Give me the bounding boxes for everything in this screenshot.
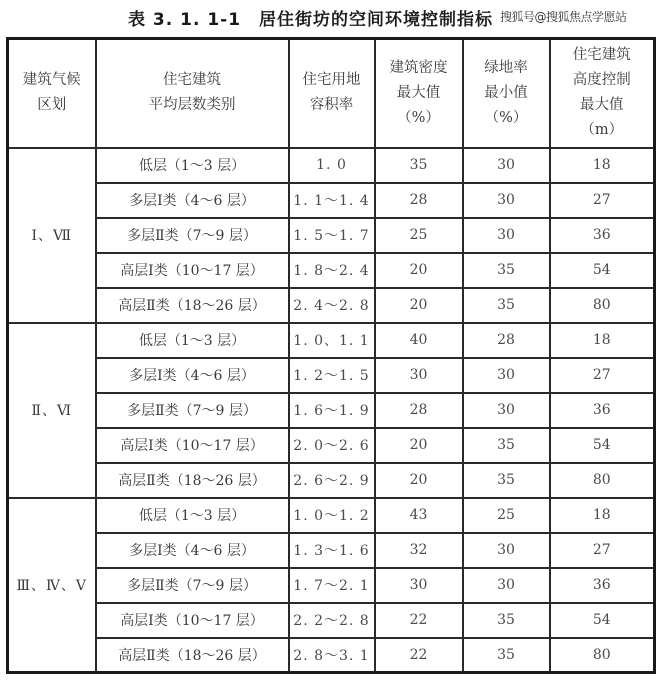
table-row (8, 533, 655, 568)
density-cell: 35 (375, 148, 463, 183)
height-cell: 27 (550, 533, 655, 568)
green-cell: 30 (463, 568, 550, 603)
header-floor-area-ratio: 住宅用地 容积率 (289, 39, 375, 148)
density-cell: 20 (375, 428, 463, 463)
height-cell: 54 (550, 428, 655, 463)
header-floor-category: 住宅建筑 平均层数类别 (96, 39, 289, 148)
far-cell: 1. 7～2. 1 (289, 568, 375, 603)
green-cell: 35 (463, 288, 550, 323)
height-cell: 27 (550, 358, 655, 393)
density-cell: 28 (375, 183, 463, 218)
climate-zone-cell: Ⅲ、Ⅳ、Ⅴ (8, 498, 96, 673)
category-cell: 低层（1～3 层） (96, 498, 289, 533)
far-cell: 1. 8～2. 4 (289, 253, 375, 288)
table-row (8, 393, 655, 428)
height-cell: 18 (550, 498, 655, 533)
height-cell: 54 (550, 253, 655, 288)
table-row (8, 463, 655, 498)
density-cell: 40 (375, 323, 463, 358)
green-cell: 30 (463, 533, 550, 568)
table-row (8, 183, 655, 218)
category-cell: 高层Ⅱ类（18～26 层） (96, 638, 289, 673)
category-cell: 高层Ⅰ类（10～17 层） (96, 428, 289, 463)
far-cell: 1. 3～1. 6 (289, 533, 375, 568)
height-cell: 27 (550, 183, 655, 218)
category-cell: 多层Ⅰ类（4～6 层） (96, 358, 289, 393)
height-cell: 80 (550, 288, 655, 323)
far-cell: 1. 1～1. 4 (289, 183, 375, 218)
category-cell: 高层Ⅱ类（18～26 层） (96, 463, 289, 498)
height-cell: 80 (550, 638, 655, 673)
density-cell: 20 (375, 288, 463, 323)
category-cell: 低层（1～3 层） (96, 148, 289, 183)
height-cell: 18 (550, 148, 655, 183)
header-climate-zone: 建筑气候 区划 (8, 39, 96, 148)
height-cell: 54 (550, 603, 655, 638)
density-cell: 22 (375, 603, 463, 638)
green-cell: 30 (463, 358, 550, 393)
density-cell: 22 (375, 638, 463, 673)
category-cell: 多层Ⅱ类（7～9 层） (96, 218, 289, 253)
height-cell: 36 (550, 568, 655, 603)
category-cell: 多层Ⅱ类（7～9 层） (96, 393, 289, 428)
far-cell: 1. 0、1. 1 (289, 323, 375, 358)
watermark: 搜狐号@搜狐焦点学愿站 (500, 10, 627, 24)
density-cell: 30 (375, 358, 463, 393)
table-row (8, 323, 655, 358)
density-cell: 43 (375, 498, 463, 533)
table-title (0, 2, 660, 32)
density-cell: 25 (375, 218, 463, 253)
green-cell: 35 (463, 463, 550, 498)
green-cell: 25 (463, 498, 550, 533)
category-cell: 低层（1～3 层） (96, 323, 289, 358)
height-cell: 80 (550, 463, 655, 498)
green-cell: 30 (463, 148, 550, 183)
height-cell: 18 (550, 323, 655, 358)
table-row (8, 603, 655, 638)
green-cell: 35 (463, 638, 550, 673)
category-cell: 多层Ⅰ类（4～6 层） (96, 183, 289, 218)
density-cell: 20 (375, 463, 463, 498)
far-cell: 1. 0 (289, 148, 375, 183)
table-row (8, 358, 655, 393)
density-cell: 30 (375, 568, 463, 603)
category-cell: 多层Ⅰ类（4～6 层） (96, 533, 289, 568)
table-row (8, 288, 655, 323)
far-cell: 1. 6～1. 9 (289, 393, 375, 428)
category-cell: 多层Ⅱ类（7～9 层） (96, 568, 289, 603)
far-cell: 2. 4～2. 8 (289, 288, 375, 323)
green-cell: 30 (463, 218, 550, 253)
climate-zone-cell: Ⅱ、Ⅵ (8, 323, 96, 498)
far-cell: 2. 6～2. 9 (289, 463, 375, 498)
table-row (8, 253, 655, 288)
table-row (8, 638, 655, 673)
green-cell: 30 (463, 183, 550, 218)
table-row (8, 218, 655, 253)
far-cell: 2. 8～3. 1 (289, 638, 375, 673)
category-cell: 高层Ⅱ类（18～26 层） (96, 288, 289, 323)
climate-zone-cell: Ⅰ、Ⅶ (8, 148, 96, 323)
category-cell: 高层Ⅰ类（10～17 层） (96, 253, 289, 288)
far-cell: 1. 5～1. 7 (289, 218, 375, 253)
height-cell: 36 (550, 393, 655, 428)
far-cell: 2. 0～2. 6 (289, 428, 375, 463)
density-cell: 20 (375, 253, 463, 288)
green-cell: 35 (463, 253, 550, 288)
table-row (8, 568, 655, 603)
environment-control-table (6, 37, 656, 674)
far-cell: 1. 0～1. 2 (289, 498, 375, 533)
table-title-text: 表 3. 1. 1-1 居住街坊的空间环境控制指标 (128, 10, 494, 30)
header-row (8, 39, 655, 148)
density-cell: 28 (375, 393, 463, 428)
height-cell: 36 (550, 218, 655, 253)
green-cell: 35 (463, 603, 550, 638)
category-cell: 高层Ⅰ类（10～17 层） (96, 603, 289, 638)
green-cell: 30 (463, 393, 550, 428)
far-cell: 1. 2～1. 5 (289, 358, 375, 393)
green-cell: 35 (463, 428, 550, 463)
green-cell: 28 (463, 323, 550, 358)
table-row (8, 148, 655, 183)
table-row (8, 428, 655, 463)
table-row (8, 498, 655, 533)
header-building-density: 建筑密度 最大值 （%） (375, 39, 463, 148)
density-cell: 32 (375, 533, 463, 568)
far-cell: 2. 2～2. 8 (289, 603, 375, 638)
header-height-control: 住宅建筑 高度控制 最大值 （m） (550, 39, 655, 148)
header-green-ratio: 绿地率 最小值 （%） (463, 39, 550, 148)
